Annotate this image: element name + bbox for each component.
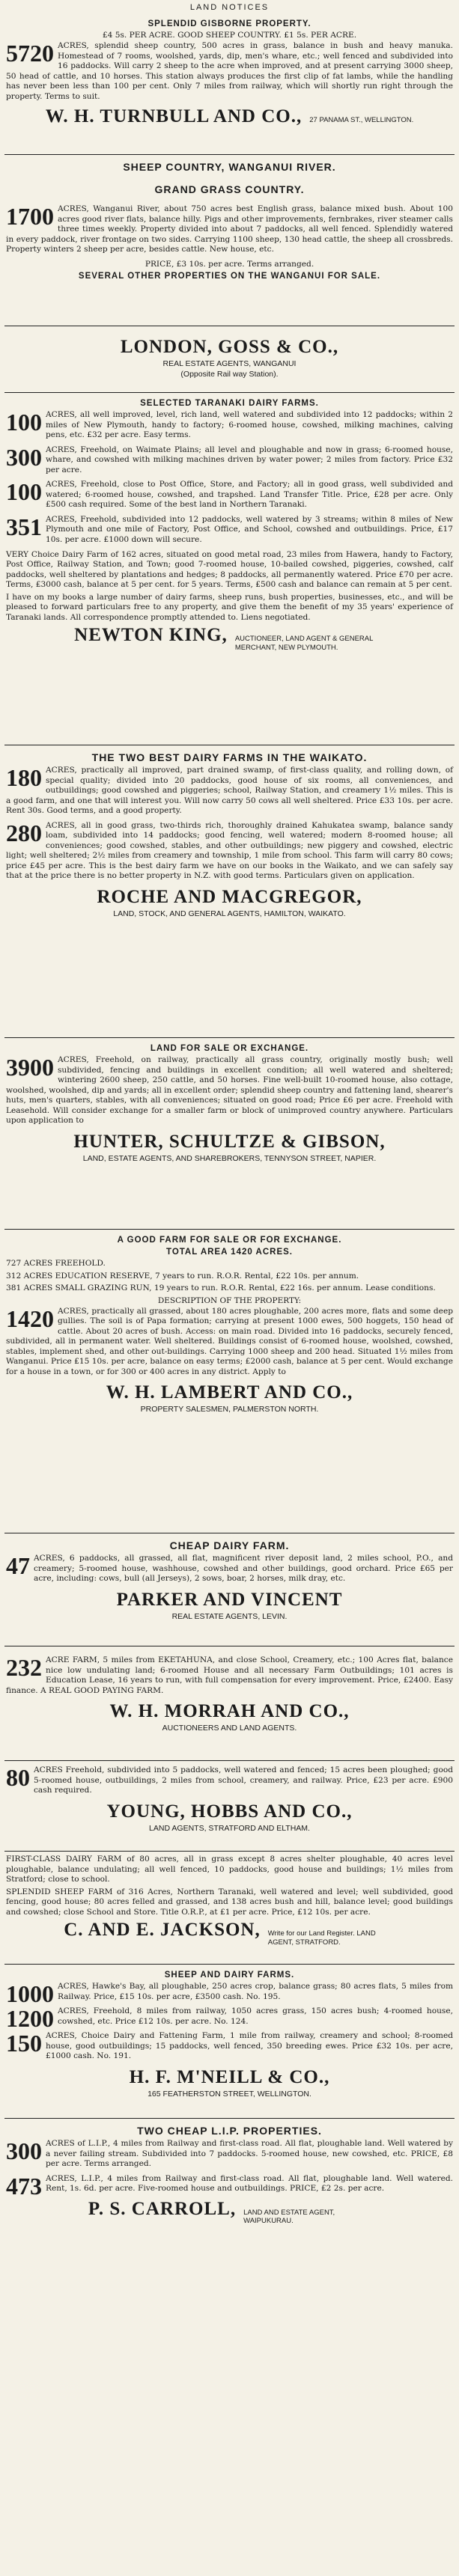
ad-heading: TWO CHEAP L.I.P. PROPERTIES. — [137, 2125, 322, 2137]
firm-name: W. H. MORRAH AND CO., — [109, 1701, 350, 1722]
acreage-figure: 100 — [6, 409, 42, 436]
listing-text: ACRES, Hawke's Bay, all ploughable, 250 acres crop, balance grass; 80 acres flats, 5 miles from Railway. Price, £15 10s. per acre, £3500 cash. No. 195. — [58, 1982, 453, 2001]
ad-waikato — [4, 745, 455, 1038]
listing-text: ACRES, L.I.P., 4 miles from Railway and first-class road. All flat, ploughable land. Well watered. Rent, 1s. 6d. per acre. Five-roomed house and outbuildings. PRICE, £2 2s. per acre. — [46, 2173, 453, 2194]
firm-address: AUCTIONEER, LAND AGENT & GENERAL MERCHANT, NEW PLYMOUTH. — [234, 635, 374, 652]
firm-name: W. H. LAMBERT AND CO., — [106, 1382, 353, 1403]
firm-address: 27 PANAMA ST., WELLINGTON. — [309, 116, 414, 125]
acreage-figure: 80 — [6, 1764, 30, 1791]
firm-subtitle: LAND, STOCK, AND GENERAL AGENTS, HAMILTON, WAIKATO. — [113, 909, 346, 919]
ad-body: ACRES, 6 paddocks, all grassed, all flat, magnificent river deposit land, 2 miles school, P.O., and creamery; 5-roomed house, washhouse, cowshed and other buildings, good orchard. Price £65 per acre, including: cows, bull (all Jerseys), 2 sows, boar, 2 horses, milk dray, etc. — [34, 1554, 453, 1584]
ad-subheading: TOTAL AREA 1420 ACRES. — [166, 1248, 293, 1257]
ad-heading: THE TWO BEST DAIRY FARMS IN THE WAIKATO. — [91, 751, 368, 763]
listing — [6, 480, 453, 513]
masthead: LAND NOTICES — [189, 3, 270, 12]
firm-name: PARKER AND VINCENT — [116, 1589, 343, 1610]
firm-name: YOUNG, HOBBS AND CO., — [106, 1801, 353, 1822]
ad-mcneill — [4, 1965, 455, 2119]
ad-body: ACRES, splendid sheep country, 500 acres in grass, balance in bush and heavy manuka. Homestead of 7 rooms, woolshed, yards, dip, men's whare, etc.; well fenced and subdivided into 16 paddocks. Will carry 2 sheep to the acre when improved, and at present carrying 3000 sheep, 50 head of cattle, and 10 horses. This station always produces the first clip of fat lambs, while the handling has never been less than 100 per cent. Only 7 miles from railway, which will shortly run right through the property. Terms to suit. — [6, 41, 453, 101]
extra-listing: VERY Choice Dairy Farm of 162 acres, situated on good metal road, 23 miles from Hawera, handy to Factory, Post Office, Railway Station, and Town; good 7-roomed house, 10-bailed cowshed, piggeries, cowshed, calf paddocks, well sheltered by plantations and hedges; 8 paddocks, all permanently watered. Price £70 per acre. Terms, £3000 cash, balance at 5 per cent. for 5 years. Terms, £500 cash and balance can remain at 5 per cent. — [6, 549, 453, 590]
acreage-figure: 180 — [6, 764, 42, 791]
ad-london-goss — [4, 326, 455, 393]
firm-row — [6, 106, 453, 127]
listing-text: SPLENDID SHEEP FARM of 316 Acres, Northern Taranaki, well watered and level; well subdivided, good fencing, good house; 80 acres felled and grassed, and 138 acres bush and hill, balance level; good buildings and cowshed; close School and Store. Title O.R.P., at £1 per acre. Price, £12 10s. per acre. — [6, 1887, 453, 1917]
firm-name: HUNTER, SCHULTZE & GIBSON, — [73, 1131, 386, 1152]
listing-text: ACRES, Freehold, subdivided into 12 paddocks, well watered by 3 streams; within 8 miles of New Plymouth and one mile of Factory, Post Office, and School, cowshed and outbuildings. Price, £17 10s. per acre. £1000 down will secure. — [46, 514, 453, 545]
listing-text: ACRES, Choice Dairy and Fattening Farm, 1 mile from railway, creamery and school; 8-roomed house, good outbuildings; 15 paddocks, well fenced, 350 breeding ewes. Price £32 10s. per acre, £1000 cash. No. 191. — [46, 2031, 453, 2061]
listing — [6, 1655, 453, 1698]
listing — [6, 445, 453, 478]
description-heading: DESCRIPTION OF THE PROPERTY: — [157, 1295, 302, 1305]
firm-subtitle: PROPERTY SALESMEN, PALMERSTON NORTH. — [140, 1405, 319, 1414]
firm-name: LONDON, GOSS & CO., — [120, 337, 339, 357]
listing-text: ACRES, all well improved, level, rich land, well watered and subdivided into 12 paddocks; within 2 miles of New Plymouth, handy to factory; 6-roomed house, cowshed, milking machines, calving pens, etc. £32 per acre. Easy terms. — [46, 410, 453, 440]
acreage-figure: 1700 — [6, 203, 54, 230]
ad-napier — [4, 1038, 455, 1230]
ad-heading: CHEAP DAIRY FARM. — [169, 1539, 290, 1551]
acreage-figure: 473 — [6, 2172, 42, 2200]
acreage-figure: 150 — [6, 2030, 42, 2057]
ad-palmerston — [4, 1230, 455, 1533]
listing — [6, 2172, 453, 2200]
listing-text: ACRES, Freehold, 8 miles from railway, 1050 acres grass, 150 acres bush; 4-roomed house, cowshed, etc. Price £12 10s. per acre. No. 124. — [58, 2006, 453, 2026]
listing — [6, 2005, 453, 2033]
firm-address: LAND AND ESTATE AGENT, WAIPUKURAU. — [243, 2208, 335, 2226]
listing — [6, 766, 453, 819]
ad-taranaki-dairy — [4, 393, 455, 745]
listing — [6, 1304, 453, 1380]
firm-subtitle: LAND, ESTATE AGENTS, AND SHAREBROKERS, TENNYSON STREET, NAPIER. — [82, 1153, 377, 1163]
ad-body: ACRES, Freehold, on railway, practically all grass country, originally mostly bush; well subdivided, fencing and buildings in excellent condition; all well watered and sheltered; wintering 2600 sheep, 250 cattle, and 50 horses. Fine well-built 10-roomed house, also cottage, woolshed, woolshed, dip and yards; all in excellent order; splendid sheep country and fattening land, shearer's huts, men's quarters, stables, with all conveniences; situated on good road; Price £6 per acre. Freehold with Leasehold. Will consider exchange for a smaller farm or block of unimproved country anywhere. Particulars upon application to — [6, 1055, 453, 1126]
acreage-figure: 351 — [6, 513, 42, 540]
acreage-figure: 280 — [6, 819, 42, 846]
ad-body: ACRES, Wanganui River, about 750 acres best English grass, balance mixed bush. About 100 acres good river flats, balance hilly. Pigs and other improvements, fernbrakes, river steamer calls three times weekly. Property divided into about 7 paddocks, all well fenced. Splendidly watered in every paddock, river frontage on two sides. Carrying 1100 sheep, 130 head cattle, the sheep all crossbreds. Property winters 2 sheep per acre, besides cattle. New house, etc. — [6, 204, 453, 254]
ad-heading: SELECTED TARANAKI DAIRY FARMS. — [140, 399, 319, 408]
firm-name: ROCHE AND MACGREGOR, — [97, 887, 362, 908]
ad-footer: SEVERAL OTHER PROPERTIES ON THE WANGANUI FOR SALE. — [78, 271, 381, 281]
acreage-figure: 300 — [6, 443, 42, 471]
ad-heading: LAND FOR SALE OR EXCHANGE. — [150, 1044, 309, 1053]
listing — [6, 1554, 453, 1587]
listing — [6, 1980, 453, 2007]
ad-carroll — [4, 2119, 455, 2253]
listing-text: FIRST-CLASS DAIRY FARM of 80 acres, all in grass except 8 acres shelter ploughable, 40 acres level ploughable, balance undulating; all well fenced, 10 paddocks, good house and buildings; 1½ miles from Stratford; close to school. — [6, 1855, 453, 1884]
listing-text: ACRES, Freehold, close to Post Office, Store, and Factory; all in good grass, well subdivided and watered; 6-roomed house, cowshed, and trapshed. Land Transfer Title. Price, £28 per acre. Only £500 cash required. Some of the best land in Northern Taranaki. — [46, 480, 453, 510]
firm-address: Write for our Land Register. LAND AGENT, STRATFORD. — [267, 1929, 376, 1947]
listing-text: ACRES, all in good grass, two-thirds rich, thoroughly drained Kahukatea swamp, balance sandy loam, subdivided into 14 paddocks; good fencing, well watered; modern 8-roomed house; all conveniences; good cowshed, stables, and other outbuildings; new piggery and cowshed, electric light; well sheltered; 2½ miles from creamery and township, 1 mile from school. This farm will carry 80 cows; price £45 per acre. This is the best dairy farm we have on our books in the Waikato, and we can safely say that at the price there is no better property in N.Z. with good terms. Particulars given on application. — [6, 820, 453, 881]
ad-wanganui-sheep — [4, 155, 455, 326]
listing — [6, 515, 453, 548]
acreage-figure: 232 — [6, 1654, 42, 1681]
agent-note: I have on my books a large number of dairy farms, sheep runs, bush properties, businesses, etc., and will be pleased to forward particulars free to any property, and give them the benefit of my 35 years' experience of Taranaki lands. All correspondence promptly attended to. Liens negotiated. — [6, 592, 453, 622]
firm-name: H. F. M'NEILL & CO., — [129, 2066, 330, 2087]
firm-subtitle: REAL ESTATE AGENTS, WANGANUI — [162, 359, 297, 368]
ad-subheading: GRAND GRASS COUNTRY. — [154, 183, 305, 195]
listing — [6, 1055, 453, 1129]
listing — [6, 41, 453, 104]
firm-name: P. S. CARROLL, — [88, 2198, 237, 2219]
price-line: £4 5s. PER ACRE. GOOD SHEEP COUNTRY. £1 5s. PER ACRE. — [102, 31, 357, 40]
acreage-figure: 300 — [6, 2137, 42, 2164]
listing-text: ACRES, Freehold, on Waimate Plains; all level and ploughable and now in grass; 6-roomed house, whare, and cowshed with milking machines driven by water power; 2 miles from factory. Price £32 per acre. — [46, 445, 453, 474]
firm-name: C. AND E. JACKSON, — [64, 1920, 261, 1941]
ad-heading: SHEEP AND DAIRY FARMS. — [164, 1971, 295, 1980]
listing-text: ACRES of L.I.P., 4 miles from Railway and first-class road. All flat, ploughable land. Well watered by a never failing stream. Subdivided into 7 paddocks. 5-roomed house, new cowshed, etc. PRICE, £8 per acre. Terms arranged. — [46, 2139, 453, 2169]
ad-gisborne — [4, 13, 455, 155]
firm-subtitle: REAL ESTATE AGENTS, LEVIN. — [171, 1611, 288, 1621]
ad-heading: SPLENDID GISBORNE PROPERTY. — [148, 19, 311, 28]
acreage-figure: 5720 — [6, 40, 54, 67]
listing — [6, 2031, 453, 2064]
listing — [6, 821, 453, 884]
listing — [6, 2139, 453, 2172]
listing — [6, 1765, 453, 1798]
listing-text: ACRES, practically all improved, part drained swamp, of first-class quality, and rolling down, of special quality; divided into 20 paddocks, good house of six rooms, all conveniences, and outbuildings; good cowshed and piggeries; school, Railway Station, and creamery 1½ miles. This is a good farm, and one that will interest you. Will now carry 50 cows all well sheltered. Price £33 10s. per acre. Rent 30s. Good terms, and a good property. — [6, 766, 453, 816]
holding-line: 381 ACRES SMALL GRAZING RUN, 19 years to run. R.O.R. Rental, £22 16s. per annum. Lease conditions. — [6, 1284, 436, 1293]
holding-line: 727 ACRES FREEHOLD. — [6, 1259, 106, 1268]
firm-row — [6, 2199, 453, 2226]
acreage-figure: 1420 — [6, 1304, 54, 1332]
firm-name: W. H. TURNBULL AND CO., — [45, 106, 303, 127]
firm-name: NEWTON KING, — [74, 625, 228, 646]
firm-subtitle: 165 FEATHERSTON STREET, WELLINGTON. — [148, 2089, 311, 2099]
ad-jackson — [4, 1852, 455, 1965]
ad-heading: SHEEP COUNTRY, WANGANUI RIVER. — [123, 161, 336, 173]
ad-body: ACRES Freehold, subdivided into 5 paddocks, well watered and fenced; 15 acres been ploughed; good 5-roomed house, outbuildings, 2 miles from school, creamery, and railway. Price, £23 per acre. £900 cash required. — [34, 1765, 453, 1795]
ad-eketahuna — [4, 1646, 455, 1761]
ad-heading: A GOOD FARM FOR SALE OR FOR EXCHANGE. — [117, 1236, 342, 1245]
firm-subtitle: LAND AGENTS, STRATFORD AND ELTHAM. — [149, 1823, 310, 1833]
acreage-figure: 1000 — [6, 1980, 54, 2007]
ad-body: ACRE FARM, 5 miles from EKETAHUNA, and close School, Creamery, etc.; 100 Acres flat, balance nice low undulating land; 6-roomed House and all necessary Farm Outbuildings; 101 acres is Education Lease, 16 years to run, with full compensation for every improvement. Price, £2400. Easy finance. A REAL GOOD PAYING FARM. — [6, 1655, 453, 1695]
listing — [6, 410, 453, 443]
firm-subtitle: AUCTIONEERS AND LAND AGENTS. — [162, 1724, 297, 1733]
acreage-figure: 100 — [6, 478, 42, 506]
acreage-figure: 3900 — [6, 1054, 54, 1081]
acreage-figure: 1200 — [6, 2005, 54, 2033]
firm-row — [6, 1920, 453, 1947]
acreage-figure: 47 — [6, 1552, 30, 1579]
firm-row — [6, 625, 453, 652]
listing — [6, 204, 453, 257]
price-line: PRICE, £3 10s. per acre. Terms arranged. — [145, 259, 314, 269]
holding-line: 312 ACRES EDUCATION RESERVE, 7 years to run. R.O.R. Rental, £22 10s. per annum. — [6, 1271, 359, 1281]
firm-location: (Opposite Rail way Station). — [180, 369, 279, 379]
ad-levin — [4, 1533, 455, 1646]
ad-stratford-eltham — [4, 1761, 455, 1852]
ad-body: ACRES, practically all grassed, about 180 acres ploughable, 200 acres more, flats and some deep gullies. The soil is of Papa formation; carrying at present 1000 ewes, 500 hoggets, 150 head of cattle. About 20 acres of bush. Access: on main road. Divided into 16 paddocks, securely fenced, subdivided, all in permanent water. Well sheltered. Buildings consist of 6-roomed house, woolshed, cowshed, stables, implement shed, and other out-buildings. Carrying 1000 sheep and 200 head. Situated 1½ miles from Wanganui. Price £15 10s. per acre, balance on easy terms; £2000 cash, balance at 5 per cent. Would exchange for a house in a town, or for 300 or 400 acres in any district. Apply to — [6, 1306, 453, 1376]
